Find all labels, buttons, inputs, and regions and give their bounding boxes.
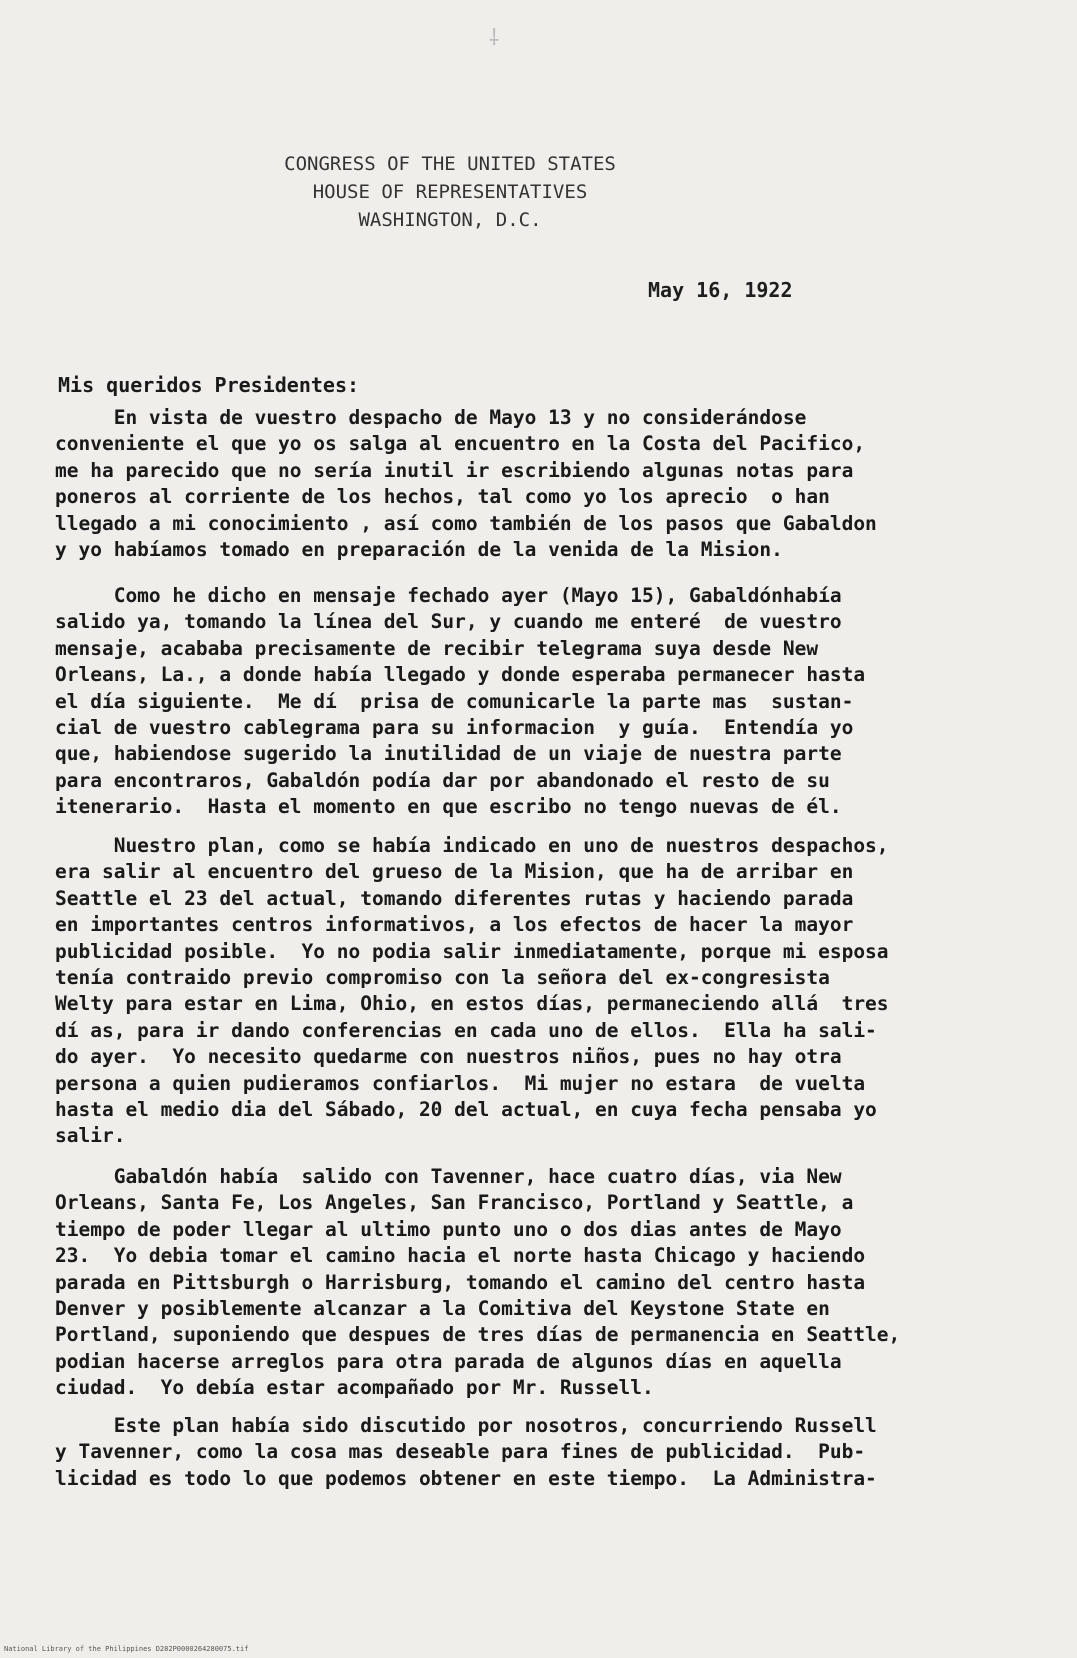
paragraph-line: y Tavenner, como la cosa mas deseable para fines de publicidad. Pub-	[55, 1440, 866, 1464]
letterhead-line: CONGRESS OF THE UNITED STATES	[284, 153, 616, 175]
paragraph-line: Este plan había sido discutido por nosotros, concurriendo Russell	[55, 1414, 877, 1437]
paragraph-line: Nuestro plan, como se había indicado en uno de nuestros despachos,	[55, 834, 889, 857]
paragraph-line: Gabaldón había salido con Tavenner, hace cuatro días, via New	[55, 1165, 842, 1188]
paragraph-line: Portland, suponiendo que despues de tres días de permanencia en Seattle,	[55, 1323, 901, 1347]
paragraph-line: itenerario. Hasta el momento en que escribo no tengo nuevas de él.	[55, 795, 842, 819]
letterhead-line: HOUSE OF REPRESENTATIVES	[312, 181, 588, 203]
paragraph	[55, 833, 1015, 1150]
paragraph-line: hasta el medio dia del Sábado, 20 del actual, en cuya fecha pensaba yo	[55, 1098, 877, 1122]
paragraph	[55, 1413, 1015, 1492]
paragraph-line: el día siguiente. Me dí prisa de comunicarle la parte mas sustan-	[55, 689, 854, 713]
paragraph	[55, 583, 1015, 821]
paragraph-line: Orleans, La., a donde había llegado y donde esperaba permanecer hasta	[55, 663, 866, 687]
paragraph-line: salir.	[55, 1124, 126, 1148]
paragraph-line: licidad es todo lo que podemos obtener en este tiempo. La Administra-	[55, 1466, 877, 1490]
archive-footer: National Library of the Philippines D282P0000264280075.tif	[4, 1645, 249, 1653]
paragraph-line: llegado a mi conocimiento , así como también de los pasos que Gabaldon	[55, 511, 877, 535]
ink-mark-icon: ⸸	[488, 26, 500, 51]
paragraph-line: Como he dicho en mensaje fechado ayer (Mayo 15), Gabaldónhabía	[55, 584, 842, 607]
paragraph-line: me ha parecido que no sería inutil ir escribiendo algunas notas para	[55, 458, 854, 482]
letter-date: May 16, 1922	[648, 278, 793, 302]
paragraph-line: era salir al encuentro del grueso de la Mision, que ha de arribar en	[55, 860, 854, 884]
paragraph-line: tenía contraido previo compromiso con la señora del ex-congresista	[55, 966, 830, 990]
paragraph-line: persona a quien pudieramos confiarlos. Mi mujer no estara de vuelta	[55, 1071, 866, 1095]
paragraph-line: Seattle el 23 del actual, tomando diferentes rutas y haciendo parada	[55, 886, 854, 910]
paragraph-line: salido ya, tomando la línea del Sur, y cuando me enteré de vuestro	[55, 610, 842, 634]
paragraph-line: 23. Yo debia tomar el camino hacia el norte hasta Chicago y haciendo	[55, 1244, 866, 1268]
paragraph	[55, 1164, 1015, 1402]
letterhead-line: WASHINGTON, D.C.	[358, 209, 542, 231]
paragraph-line: Welty para estar en Lima, Ohio, en estos días, permaneciendo allá tres	[55, 992, 889, 1016]
letterhead	[200, 150, 700, 234]
paragraph-line: podian hacerse arreglos para otra parada de algunos días en aquella	[55, 1349, 842, 1373]
paragraph-line: publicidad posible. Yo no podia salir inmediatamente, porque mi esposa	[55, 939, 889, 963]
paragraph-line: en importantes centros informativos, a los efectos de hacer la mayor	[55, 913, 854, 937]
paragraph-line: que, habiendose sugerido la inutilidad de un viaje de nuestra parte	[55, 742, 842, 766]
paragraph-line: tiempo de poder llegar al ultimo punto uno o dos dias antes de Mayo	[55, 1217, 842, 1241]
paragraph-line: ciudad. Yo debía estar acompañado por Mr. Russell.	[55, 1376, 654, 1400]
paragraph-line: dí as, para ir dando conferencias en cada uno de ellos. Ella ha sali-	[55, 1018, 877, 1042]
paragraph-line: conveniente el que yo os salga al encuentro en la Costa del Pacifico,	[55, 432, 866, 456]
paragraph-line: para encontraros, Gabaldón podía dar por abandonado el resto de su	[55, 768, 830, 792]
paragraph-line: do ayer. Yo necesito quedarme con nuestros niños, pues no hay otra	[55, 1045, 842, 1069]
paragraph-line: mensaje, acababa precisamente de recibir telegrama suya desde New	[55, 636, 819, 660]
paragraph	[55, 405, 1015, 563]
paragraph-line: parada en Pittsburgh o Harrisburg, tomando el camino del centro hasta	[55, 1270, 866, 1294]
paragraph-line: En vista de vuestro despacho de Mayo 13 y no considerándose	[55, 406, 807, 429]
paragraph-line: cial de vuestro cablegrama para su informacion y guía. Entendía yo	[55, 716, 854, 740]
paragraph-line: y yo habíamos tomado en preparación de la venida de la Mision.	[55, 538, 783, 562]
paragraph-line: Denver y posiblemente alcanzar a la Comitiva del Keystone State en	[55, 1297, 830, 1321]
salutation: Mis queridos Presidentes:	[58, 373, 360, 397]
paragraph-line: poneros al corriente de los hechos, tal como yo los aprecio o han	[55, 485, 830, 509]
paragraph-line: Orleans, Santa Fe, Los Angeles, San Francisco, Portland y Seattle, a	[55, 1191, 854, 1215]
